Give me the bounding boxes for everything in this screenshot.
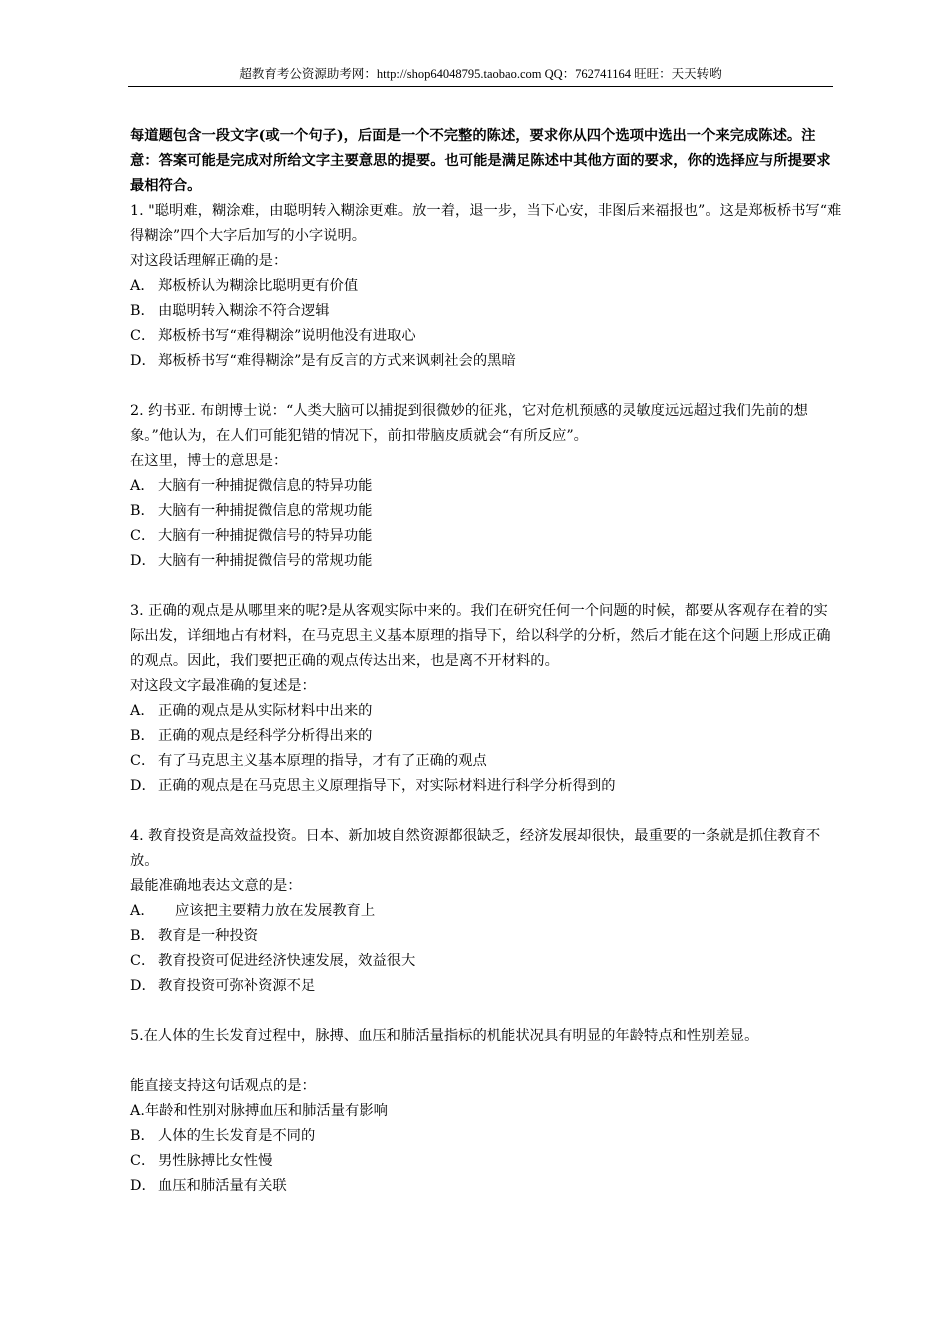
option-letter: B． <box>130 303 155 319</box>
option-text: 正确的观点是经科学分析得出来的 <box>158 728 373 744</box>
option-letter: D． <box>130 353 156 369</box>
option-a <box>130 274 842 299</box>
option-d <box>130 549 842 574</box>
option-letter: B． <box>130 728 155 744</box>
option-a <box>130 1099 842 1124</box>
option-letter: B． <box>130 1128 155 1144</box>
option-b <box>130 499 842 524</box>
option-b <box>130 724 842 749</box>
option-text: 年龄和性别对脉搏血压和肺活量有影响 <box>144 1103 388 1119</box>
option-a <box>130 899 842 924</box>
instructions: 每道题包含一段文字(或一个句子)，后面是一个不完整的陈述，要求你从四个选项中选出一个来完成陈述。注意：答案可能是完成对所给文字主要意思的提要。也可能是满足陈述中其他方面的要求，你的选择应与所提要求最相符合。 <box>130 128 831 194</box>
question-prompt: 最能准确地表达文意的是： <box>130 878 302 894</box>
option-letter: B． <box>130 928 155 944</box>
question-stem: 1. "聪明难，糊涂难，由聪明转入糊涂更难。放一着，退一步，当下心安，非图后来福报也”。这是郑板桥书写“难得糊涂”四个大字后加写的小字说明。 <box>130 203 842 244</box>
option-text: 人体的生长发育是不同的 <box>158 1128 316 1144</box>
option-letter: C． <box>130 753 156 769</box>
option-text: 郑板桥书写“难得糊涂”说明他没有进取心 <box>158 328 416 344</box>
option-letter: C． <box>130 1153 156 1169</box>
option-letter: D． <box>130 778 156 794</box>
question-5 <box>130 1024 842 1199</box>
option-letter: A． <box>130 478 155 494</box>
option-text: 正确的观点是从实际材料中出来的 <box>158 703 373 719</box>
question-stem: 2. 约书亚. 布朗博士说：“人类大脑可以捕捉到很微妙的征兆，它对危机预感的灵敏度远远超过我们先前的想象。”他认为，在人们可能犯错的情况下，前扣带脑皮质就会“有所反应”。 <box>130 403 808 444</box>
option-d <box>130 1174 842 1199</box>
document-body <box>130 124 842 1199</box>
option-text: 由聪明转入糊涂不符合逻辑 <box>158 303 330 319</box>
option-letter: A． <box>130 278 155 294</box>
option-text: 教育是一种投资 <box>158 928 259 944</box>
question-1 <box>130 199 842 374</box>
option-c <box>130 524 842 549</box>
question-prompt: 对这段话理解正确的是： <box>130 253 288 269</box>
option-letter: A. <box>130 1103 145 1119</box>
option-text: 大脑有一种捕捉微信号的常规功能 <box>158 553 373 569</box>
question-2 <box>130 399 842 574</box>
option-a <box>130 699 842 724</box>
option-letter: D． <box>130 553 156 569</box>
option-c <box>130 324 842 349</box>
question-prompt: 对这段文字最准确的复述是： <box>130 678 316 694</box>
option-c <box>130 749 842 774</box>
option-letter: D． <box>130 978 156 994</box>
option-text: 教育投资可弥补资源不足 <box>158 978 316 994</box>
option-letter: C． <box>130 528 156 544</box>
option-c <box>130 949 842 974</box>
header-text: 超教育考公资源助考网：http://shop64048795.taobao.com QQ：762741164 旺旺：天天转哟 <box>239 67 722 81</box>
option-text: 有了马克思主义基本原理的指导，才有了正确的观点 <box>158 753 487 769</box>
spacer <box>130 1049 842 1074</box>
option-text: 男性脉搏比女性慢 <box>158 1153 273 1169</box>
question-stem: 5.在人体的生长发育过程中，脉搏、血压和肺活量指标的机能状况具有明显的年龄特点和性别差显。 <box>130 1028 759 1044</box>
question-4 <box>130 824 842 999</box>
option-d <box>130 974 842 999</box>
option-letter: C． <box>130 328 156 344</box>
option-d <box>130 774 842 799</box>
option-text: 应该把主要精力放在发展教育上 <box>175 903 376 919</box>
option-b <box>130 299 842 324</box>
option-letter: D． <box>130 1178 156 1194</box>
option-b <box>130 924 842 949</box>
option-b <box>130 1124 842 1149</box>
question-stem: 3. 正确的观点是从哪里来的呢?是从客观实际中来的。我们在研究任何一个问题的时候，都要从客观存在着的实际出发，详细地占有材料，在马克思主义基本原理的指导下，给以科学的分析，然后才能在这个问题上形成正确的观点。因此，我们要把正确的观点传达出来，也是离不开材料的。 <box>130 603 831 669</box>
option-text: 郑板桥认为糊涂比聪明更有价值 <box>158 278 359 294</box>
question-prompt: 在这里，博士的意思是： <box>130 453 288 469</box>
option-text: 血压和肺活量有关联 <box>158 1178 287 1194</box>
spacer <box>130 799 842 824</box>
option-text: 教育投资可促进经济快速发展，效益很大 <box>158 953 416 969</box>
option-d <box>130 349 842 374</box>
page-header <box>128 64 833 87</box>
option-a <box>130 474 842 499</box>
option-letter: B． <box>130 503 155 519</box>
option-letter: A． <box>130 703 155 719</box>
option-text: 大脑有一种捕捉微信号的特异功能 <box>158 528 373 544</box>
option-text: 大脑有一种捕捉微信息的常规功能 <box>158 503 373 519</box>
option-text: 正确的观点是在马克思主义原理指导下，对实际材料进行科学分析得到的 <box>158 778 616 794</box>
question-3 <box>130 599 842 799</box>
option-letter: C． <box>130 953 156 969</box>
spacer <box>130 574 842 599</box>
question-prompt: 能直接支持这句话观点的是： <box>130 1078 316 1094</box>
option-text: 郑板桥书写“难得糊涂”是有反言的方式来讽刺社会的黑暗 <box>158 353 516 369</box>
spacer <box>130 374 842 399</box>
question-stem: 4. 教育投资是高效益投资。日本、新加坡自然资源都很缺乏，经济发展却很快，最重要的一条就是抓住教育不放。 <box>130 828 821 869</box>
option-letter: A． <box>130 903 155 919</box>
option-text: 大脑有一种捕捉微信息的特异功能 <box>158 478 373 494</box>
spacer <box>130 999 842 1024</box>
option-c <box>130 1149 842 1174</box>
